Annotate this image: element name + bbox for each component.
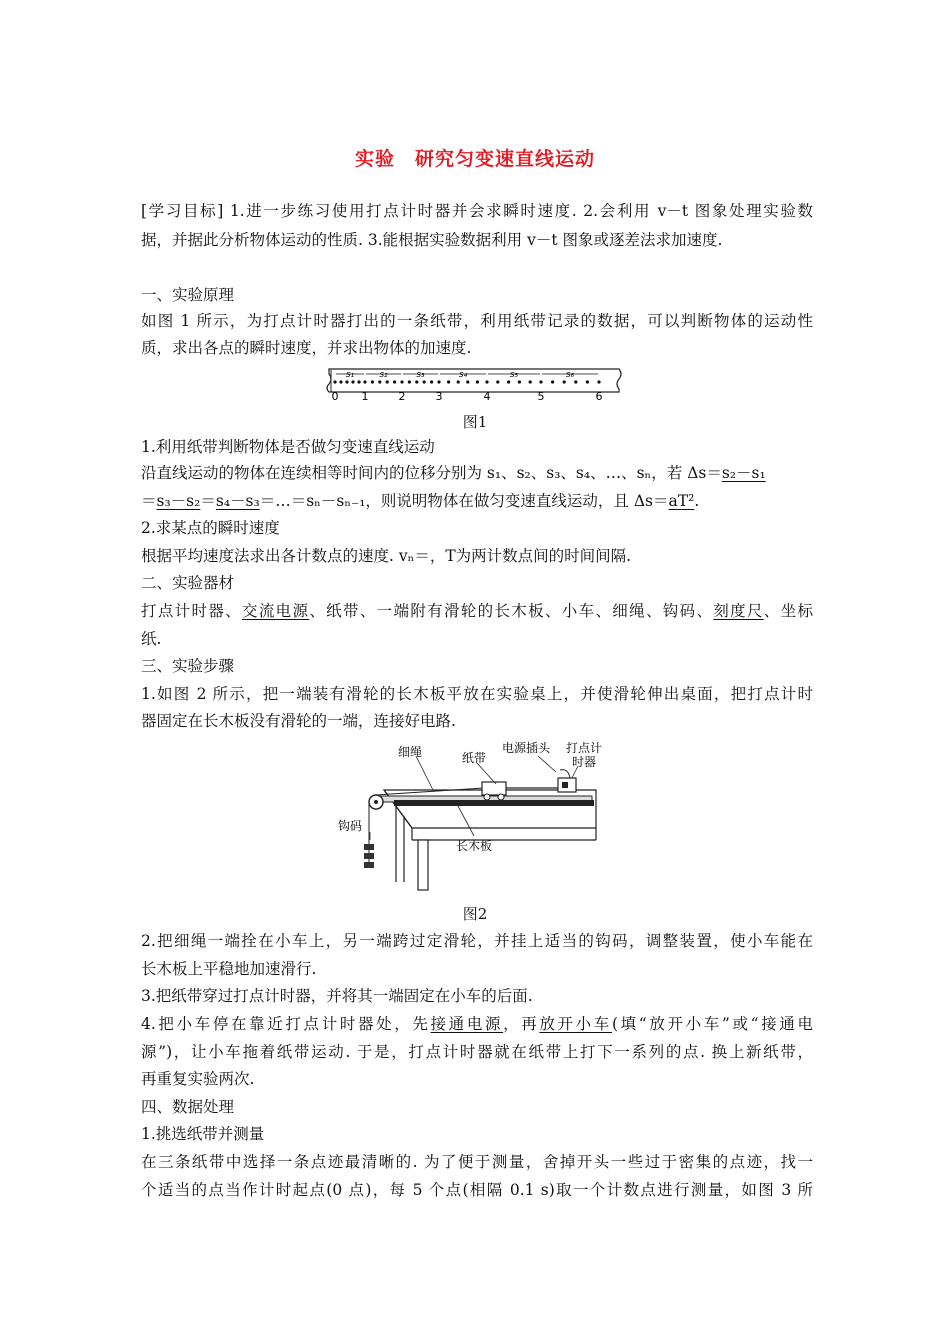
text-span: ，再 bbox=[503, 1015, 540, 1033]
text-span: 、纸带、一端附有滑轮的长木板、小车、细绳、钩码、 bbox=[309, 602, 714, 620]
tape-dot bbox=[345, 380, 348, 383]
section-4-heading: 四、数据处理 bbox=[141, 1098, 235, 1116]
label-long-board: 长木板 bbox=[456, 839, 493, 853]
step-1-line-2: 器固定在长木板没有滑轮的一端，连接好电路. bbox=[141, 712, 456, 730]
section-4-subheading: 1.挑选纸带并测量 bbox=[141, 1125, 265, 1143]
tape-dot bbox=[393, 380, 396, 383]
text-span: ＝ bbox=[141, 492, 157, 510]
step-4-line-1 bbox=[141, 1014, 813, 1034]
tape-dot bbox=[551, 380, 554, 383]
section-1-para-line-2: 质，求出各点的瞬时速度，并求出物体的加速度. bbox=[141, 339, 472, 357]
tape-dot bbox=[430, 380, 433, 383]
subsection-2-line: 根据平均速度法求出各计数点的速度. vₙ＝，T为两计数点间的时间间隔. bbox=[141, 547, 632, 565]
text-span: ＝ bbox=[200, 492, 216, 510]
tape-dot bbox=[357, 380, 360, 383]
tape-count-dot bbox=[400, 380, 403, 383]
text-span: (填“放开小车”或“接通电 bbox=[611, 1015, 813, 1033]
tape-dot bbox=[378, 380, 381, 383]
subsection-1-line-2 bbox=[141, 491, 813, 511]
blank-answer-4: aT² bbox=[668, 492, 695, 510]
tape-dot bbox=[423, 380, 426, 383]
tape-dot bbox=[476, 380, 479, 383]
label-rope: 细绳 bbox=[398, 745, 423, 759]
tape-segment-label: s₄ bbox=[458, 370, 468, 380]
tape-tick-label: 1 bbox=[361, 390, 369, 402]
tape-segment-label: s₁ bbox=[345, 370, 355, 380]
step-4-line-3: 再重复实验两次. bbox=[141, 1070, 255, 1088]
figure-2-apparatus bbox=[334, 740, 604, 892]
text-span: . bbox=[694, 492, 700, 510]
tape-count-dot bbox=[437, 380, 440, 383]
text-span: 沿直线运动的物体在连续相等时间内的位移分别为 s₁、s₂、s₃、s₄、…、sₙ，若 Δs＝ bbox=[141, 464, 722, 482]
tape-dot bbox=[386, 380, 389, 383]
tape-segment-label: s₅ bbox=[509, 370, 519, 380]
blank-answer-8: 放开小车 bbox=[539, 1015, 612, 1033]
tape-dot bbox=[408, 380, 411, 383]
text-span: ＝…＝sₙ－sₙ₋₁，则说明物体在做匀变速直线运动，且 Δs＝ bbox=[259, 492, 669, 510]
blank-answer-2: s₃－s₂ bbox=[156, 492, 201, 510]
tape-segment-label: s₃ bbox=[416, 370, 425, 380]
text-span: 4.把小车停在靠近打点计时器处，先 bbox=[141, 1015, 431, 1033]
tape-dot bbox=[563, 380, 566, 383]
subsection-1-heading: 1.利用纸带判断物体是否做匀变速直线运动 bbox=[141, 438, 435, 456]
section-4-line-1: 在三条纸带中选择一条点迹最清晰的. 为了便于测量，舍掉开头一些过于密集的点迹，找一 bbox=[141, 1153, 813, 1171]
tape-dot bbox=[339, 380, 342, 383]
tape-count-dot bbox=[597, 380, 600, 383]
tape-tick-label: 6 bbox=[595, 390, 603, 402]
section-3-heading: 三、实验步骤 bbox=[141, 657, 235, 675]
tape-count-dot bbox=[485, 380, 488, 383]
tape-count-dot bbox=[539, 380, 542, 383]
blank-answer-3: s₄－s₃ bbox=[215, 492, 260, 510]
tape-tick-label: 5 bbox=[537, 390, 545, 402]
step-3-line: 3.把纸带穿过打点计时器，并将其一端固定在小车的后面. bbox=[141, 987, 533, 1005]
tape-tick-label: 0 bbox=[331, 390, 339, 402]
tape-tick-label: 4 bbox=[483, 390, 491, 402]
tape-dot bbox=[371, 380, 374, 383]
label-timer-line-2: 时器 bbox=[572, 755, 597, 769]
blank-answer-6: 刻度尺 bbox=[713, 602, 764, 620]
label-power-plug: 电源插头 bbox=[502, 741, 551, 755]
section-1-heading: 一、实验原理 bbox=[141, 286, 235, 304]
tape-dot bbox=[496, 380, 499, 383]
figure-1-caption: 图1 bbox=[462, 413, 488, 431]
tape-dot bbox=[507, 380, 510, 383]
tape-dot bbox=[415, 380, 418, 383]
tape-dot bbox=[457, 380, 460, 383]
tape-count-dot bbox=[363, 380, 366, 383]
figure-1-paper-tape bbox=[323, 364, 625, 402]
step-4-line-2: 源”)，让小车拖着纸带运动. 于是，打点计时器就在纸带上打下一系列的点. 换上新纸带， bbox=[141, 1043, 813, 1061]
tape-dot bbox=[518, 380, 521, 383]
blank-answer-7: 接通电源 bbox=[430, 1015, 504, 1033]
tape-tick-label: 2 bbox=[398, 390, 406, 402]
label-timer-line-1: 打点计 bbox=[566, 741, 603, 755]
step-1-line-1: 1.如图 2 所示，把一端装有滑轮的长木板平放在实验桌上，并使滑轮伸出桌面，把打点计时 bbox=[141, 685, 813, 703]
tape-tick-label: 3 bbox=[435, 390, 443, 402]
subsection-1-line-1 bbox=[141, 463, 813, 483]
section-1-para-line-1: 如图 1 所示，为打点计时器打出的一条纸带，利用纸带记录的数据，可以判断物体的运动性 bbox=[141, 312, 813, 330]
tape-dot bbox=[447, 380, 450, 383]
tape-segment-label: s₂ bbox=[379, 370, 388, 380]
blank-answer-1: s₂－s₁ bbox=[721, 464, 766, 482]
text-span: 打点计时器、 bbox=[141, 602, 242, 620]
tape-count-dot bbox=[333, 380, 336, 383]
tape-dot bbox=[586, 380, 589, 383]
tape-dot bbox=[351, 380, 354, 383]
objectives-line-2: 据，并据此分析物体运动的性质. 3.能根据实验数据利用 v－t 图象或逐差法求加速度. bbox=[141, 231, 723, 249]
step-2-line-1: 2.把细绳一端拴在小车上，另一端跨过定滑轮，并挂上适当的钩码，调整装置，使小车能在 bbox=[141, 932, 813, 950]
page-title: 实验 研究匀变速直线运动 bbox=[354, 148, 595, 170]
tape-dot bbox=[466, 380, 469, 383]
tape-segment-label: s₆ bbox=[565, 370, 575, 380]
subsection-2-heading: 2.求某点的瞬时速度 bbox=[141, 519, 280, 537]
objectives-line-1: [学习目标] 1.进一步练习使用打点计时器并会求瞬时速度. 2.会利用 v－t 图象处理实验数 bbox=[141, 202, 813, 220]
section-4-line-2: 个适当的点当作计时起点(0 点)，每 5 个点(相隔 0.1 s)取一个计数点进行测量，如图 3 所 bbox=[141, 1181, 813, 1199]
blank-answer-5: 交流电源 bbox=[242, 602, 310, 620]
label-paper-tape: 纸带 bbox=[462, 751, 487, 765]
label-weights: 钩码 bbox=[338, 819, 363, 833]
section-2-heading: 二、实验器材 bbox=[141, 574, 235, 592]
tape-dot bbox=[574, 380, 577, 383]
section-2-line-1 bbox=[141, 601, 813, 621]
step-2-line-2: 长木板上平稳地加速滑行. bbox=[141, 960, 317, 978]
tape-dot bbox=[529, 380, 532, 383]
section-2-line-2: 纸. bbox=[141, 630, 162, 648]
text-span: 、坐标 bbox=[763, 602, 813, 620]
figure-2-caption: 图2 bbox=[462, 905, 488, 923]
